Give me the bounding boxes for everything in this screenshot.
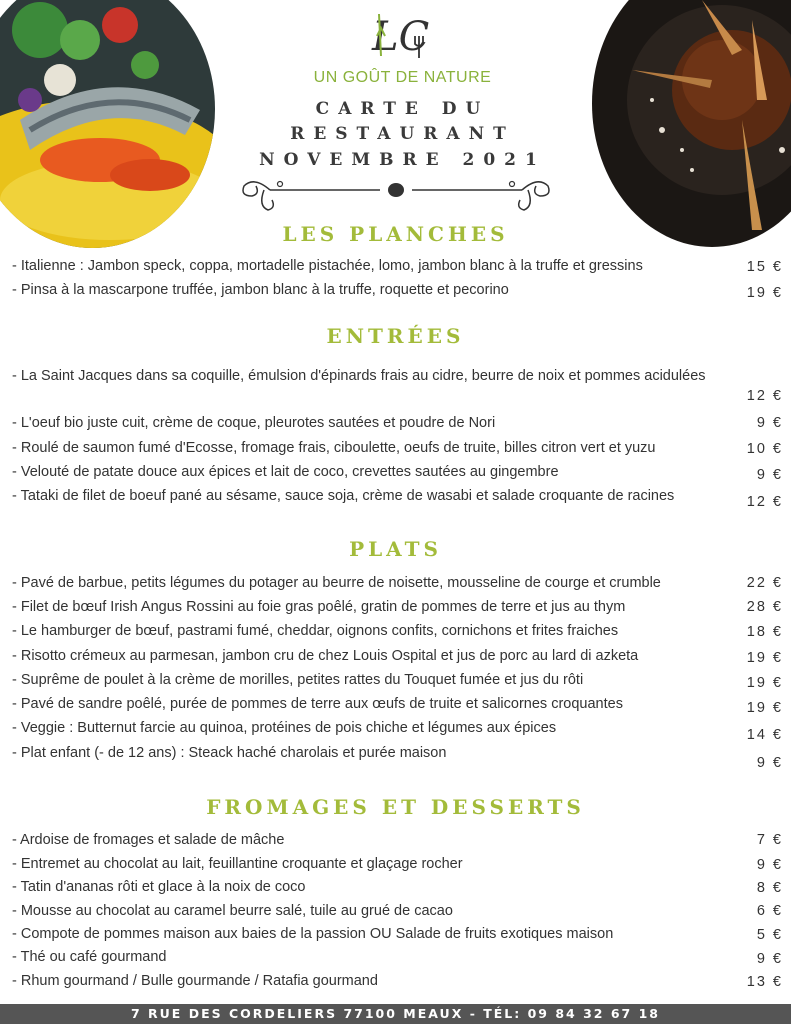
menu-item-price: 12 €	[746, 494, 783, 510]
menu-item-text: - Filet de bœuf Irish Angus Rossini au foie gras poêlé, gratin de pommes de terre et jus au thym	[12, 599, 626, 615]
restaurant-logo	[357, 6, 447, 64]
menu-item-price: 8 €	[756, 880, 783, 896]
menu-item-text: - Ardoise de fromages et salade de mâche	[12, 832, 285, 848]
menu-item-text: - Compote de pommes maison aux baies de la passion OU Salade de fruits exotiques maison	[12, 926, 614, 942]
menu-title-line-3: NOVEMBRE 2021	[259, 150, 546, 170]
menu-item-text: - Italienne : Jambon speck, coppa, mortadelle pistachée, lomo, jambon blanc à la truffe et gressins	[12, 258, 643, 274]
menu-item-price: 19 €	[746, 700, 783, 716]
menu-item-text: - Pavé de sandre poêlé, purée de pommes de terre aux œufs de truite et salicornes croquantes	[12, 696, 623, 712]
menu-item-price: 22 €	[746, 575, 783, 591]
menu-item-text: - Suprême de poulet à la crème de morilles, petites rattes du Touquet fumée et jus du rôti	[12, 672, 584, 688]
menu-title-line-1: CARTE DU	[315, 99, 490, 119]
footer-address-bar: 7 RUE DES CORDELIERS 77100 MEAUX - TÉL: 09 84 32 67 18	[0, 1004, 791, 1024]
section-title-entrees: ENTRÉES	[326, 324, 465, 348]
menu-item-price: 9 €	[756, 467, 783, 483]
menu-item-price: 19 €	[746, 650, 783, 666]
menu-item-text: - Roulé de saumon fumé d'Ecosse, fromage frais, ciboulette, oeufs de truite, billes citron vert et yuzu	[12, 440, 656, 456]
menu-item-text: - Pavé de barbue, petits légumes du potager au beurre de noisette, mousseline de courge et crumble	[12, 575, 661, 591]
menu-item-text: - L'oeuf bio juste cuit, crème de coque, pleurotes sautées et poudre de Nori	[12, 415, 496, 431]
menu-item-text: - Entremet au chocolat au lait, feuillantine croquante et glaçage rocher	[12, 856, 463, 872]
menu-item-price: 9 €	[756, 857, 783, 873]
menu-item-price: 28 €	[746, 599, 783, 615]
menu-item-price: 15 €	[746, 259, 783, 275]
menu-item-price: 13 €	[746, 974, 783, 990]
menu-item-text: - Veggie : Butternut farcie au quinoa, protéines de pois chiche et légumes aux épices	[12, 720, 557, 736]
menu-item-price: 10 €	[746, 441, 783, 457]
chocolate-dessert-photo	[592, 0, 791, 247]
menu-item-text: - Thé ou café gourmand	[12, 949, 167, 965]
menu-item-price: 9 €	[756, 755, 783, 771]
menu-item-text: - Plat enfant (- de 12 ans) : Steack haché charolais et purée maison	[12, 745, 447, 761]
menu-item-price: 12 €	[746, 388, 783, 404]
menu-item-price: 14 €	[746, 727, 783, 743]
menu-item-price: 19 €	[746, 285, 783, 301]
section-title-desserts: FROMAGES ET DESSERTS	[206, 795, 585, 819]
menu-item-text: - Risotto crémeux au parmesan, jambon cru de chez Louis Ospital et jus de porc au lard di azketa	[12, 648, 639, 664]
section-title-plats: PLATS	[349, 537, 442, 561]
flourish-divider-icon	[240, 172, 552, 214]
menu-item-text: - Velouté de patate douce aux épices et lait de coco, crevettes sautées au gingembre	[12, 464, 559, 480]
menu-item-price: 7 €	[756, 832, 783, 848]
menu-item-text: - La Saint Jacques dans sa coquille, émulsion d'épinards frais au cidre, beurre de noix et pommes acidulées	[12, 368, 706, 384]
menu-item-price: 9 €	[756, 951, 783, 967]
brand-name: UN GOÛT DE NATURE	[313, 69, 492, 86]
menu-item-price: 5 €	[756, 927, 783, 943]
menu-item-text: - Mousse au chocolat au caramel beurre salé, tuile au grué de cacao	[12, 903, 453, 919]
fish-dish-photo	[0, 0, 215, 248]
menu-item-text: - Le hamburger de bœuf, pastrami fumé, cheddar, oignons confits, cornichons et frites fraiches	[12, 623, 619, 639]
menu-item-text: - Rhum gourmand / Bulle gourmande / Ratafia gourmand	[12, 973, 378, 989]
logo-initials: LC	[372, 14, 430, 60]
menu-item-text: - Tataki de filet de boeuf pané au sésame, sauce soja, crème de wasabi et salade croquante de racines	[12, 488, 675, 504]
menu-title-line-2: RESTAURANT	[290, 124, 515, 144]
menu-item-price: 6 €	[756, 903, 783, 919]
menu-item-price: 19 €	[746, 675, 783, 691]
section-title-planches: LES PLANCHES	[282, 222, 509, 246]
menu-item-text: - Tatin d'ananas rôti et glace à la noix de coco	[12, 879, 306, 895]
menu-item-price: 18 €	[746, 624, 783, 640]
menu-item-text: - Pinsa à la mascarpone truffée, jambon blanc à la truffe, roquette et pecorino	[12, 282, 509, 298]
menu-item-price: 9 €	[756, 415, 783, 431]
